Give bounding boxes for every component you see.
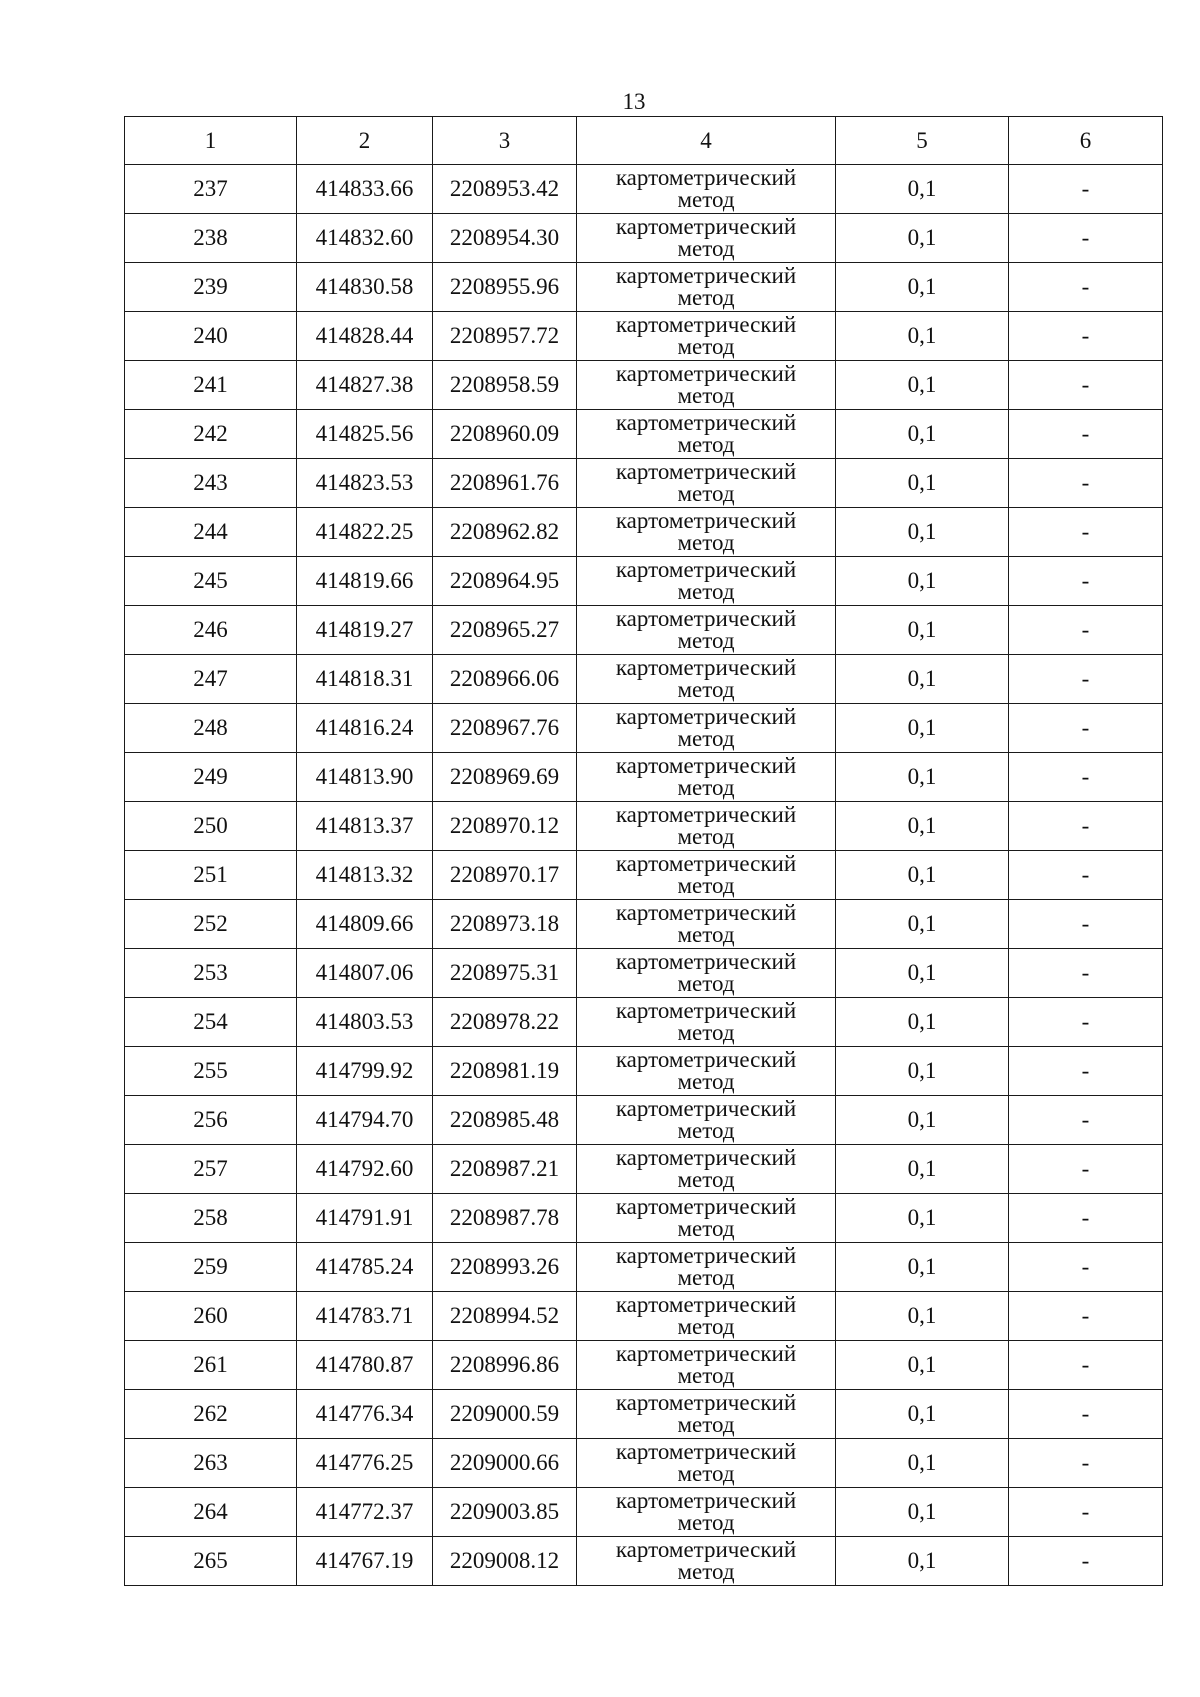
accuracy-cell: 0,1 [836,851,1009,900]
accuracy-cell: 0,1 [836,1488,1009,1537]
method-cell [577,1341,836,1390]
accuracy-cell: 0,1 [836,949,1009,998]
coordinate-x-cell: 414792.60 [297,1145,433,1194]
point-number-cell: 253 [125,949,297,998]
coordinate-y-cell: 2209003.85 [433,1488,577,1537]
method-line-2: метод [677,1412,735,1437]
coordinate-x-cell: 414803.53 [297,998,433,1047]
coordinate-x-cell: 414828.44 [297,312,433,361]
point-number-cell: 251 [125,851,297,900]
table-row [125,165,1163,214]
method-line-2: метод [677,1510,735,1535]
method-line-2: метод [677,1069,735,1094]
note-cell: - [1009,851,1163,900]
table-row [125,557,1163,606]
table-row [125,1341,1163,1390]
table-row [125,214,1163,263]
method-cell [577,851,836,900]
note-cell: - [1009,557,1163,606]
table-body [125,165,1163,1586]
method-line-2: метод [677,1559,735,1584]
point-number-cell: 256 [125,1096,297,1145]
method-cell [577,214,836,263]
coordinate-x-cell: 414827.38 [297,361,433,410]
coordinate-x-cell: 414819.66 [297,557,433,606]
note-cell: - [1009,410,1163,459]
coordinate-x-cell: 414772.37 [297,1488,433,1537]
coordinate-y-cell: 2208955.96 [433,263,577,312]
table-row [125,1194,1163,1243]
point-number-cell: 254 [125,998,297,1047]
point-number-cell: 243 [125,459,297,508]
point-number-cell: 237 [125,165,297,214]
method-line-2: метод [677,579,735,604]
point-number-cell: 238 [125,214,297,263]
method-cell [577,655,836,704]
note-cell: - [1009,1341,1163,1390]
coordinate-y-cell: 2209000.66 [433,1439,577,1488]
table-row [125,410,1163,459]
point-number-cell: 244 [125,508,297,557]
method-line-2: метод [677,481,735,506]
accuracy-cell: 0,1 [836,361,1009,410]
method-line-1: картометрический [615,214,797,239]
note-cell: - [1009,900,1163,949]
method-line-2: метод [677,775,735,800]
method-cell [577,361,836,410]
table-row [125,1488,1163,1537]
note-cell: - [1009,263,1163,312]
coordinate-x-cell: 414776.34 [297,1390,433,1439]
method-cell [577,263,836,312]
table-row [125,606,1163,655]
note-cell: - [1009,949,1163,998]
method-line-1: картометрический [615,1243,797,1268]
method-line-2: метод [677,285,735,310]
coordinate-y-cell: 2208981.19 [433,1047,577,1096]
note-cell: - [1009,1047,1163,1096]
coordinate-y-cell: 2208965.27 [433,606,577,655]
coordinate-x-cell: 414807.06 [297,949,433,998]
coordinate-y-cell: 2208967.76 [433,704,577,753]
coordinate-y-cell: 2208973.18 [433,900,577,949]
method-cell [577,459,836,508]
method-line-2: метод [677,628,735,653]
method-line-1: картометрический [615,1390,797,1415]
table-row [125,361,1163,410]
method-cell [577,802,836,851]
coordinate-y-cell: 2208958.59 [433,361,577,410]
table-row [125,655,1163,704]
page-number: 13 [622,89,646,114]
column-header-5: 5 [836,117,1009,165]
method-line-1: картометрический [615,802,797,827]
method-line-2: метод [677,432,735,457]
method-cell [577,1243,836,1292]
method-line-1: картометрический [615,508,797,533]
coordinate-x-cell: 414783.71 [297,1292,433,1341]
coordinate-y-cell: 2208954.30 [433,214,577,263]
method-line-2: метод [677,1314,735,1339]
coordinate-x-cell: 414776.25 [297,1439,433,1488]
note-cell: - [1009,1292,1163,1341]
method-line-1: картометрический [615,165,797,190]
table-row [125,704,1163,753]
method-line-1: картометрический [615,851,797,876]
point-number-cell: 265 [125,1537,297,1586]
coordinate-x-cell: 414816.24 [297,704,433,753]
method-cell [577,949,836,998]
accuracy-cell: 0,1 [836,655,1009,704]
column-header-2: 2 [297,117,433,165]
accuracy-cell: 0,1 [836,1292,1009,1341]
method-cell [577,900,836,949]
method-line-2: метод [677,726,735,751]
coordinate-y-cell: 2209000.59 [433,1390,577,1439]
coordinate-x-cell: 414785.24 [297,1243,433,1292]
note-cell: - [1009,1488,1163,1537]
method-line-1: картометрический [615,263,797,288]
table-row [125,1047,1163,1096]
coordinate-y-cell: 2208957.72 [433,312,577,361]
note-cell: - [1009,655,1163,704]
point-number-cell: 264 [125,1488,297,1537]
accuracy-cell: 0,1 [836,165,1009,214]
table-row [125,998,1163,1047]
note-cell: - [1009,998,1163,1047]
coordinate-x-cell: 414794.70 [297,1096,433,1145]
coordinate-x-cell: 414830.58 [297,263,433,312]
method-line-2: метод [677,1020,735,1045]
table-row [125,900,1163,949]
method-line-1: картометрический [615,900,797,925]
point-number-cell: 260 [125,1292,297,1341]
point-number-cell: 249 [125,753,297,802]
note-cell: - [1009,508,1163,557]
note-cell: - [1009,753,1163,802]
coordinate-y-cell: 2208970.17 [433,851,577,900]
table-row [125,1292,1163,1341]
coordinate-y-cell: 2208964.95 [433,557,577,606]
point-number-cell: 240 [125,312,297,361]
method-line-1: картометрический [615,1047,797,1072]
note-cell: - [1009,1194,1163,1243]
coordinate-x-cell: 414818.31 [297,655,433,704]
coordinate-y-cell: 2208978.22 [433,998,577,1047]
table-header [125,117,1163,165]
method-line-1: картометрический [615,949,797,974]
accuracy-cell: 0,1 [836,900,1009,949]
method-line-2: метод [677,1363,735,1388]
accuracy-cell: 0,1 [836,557,1009,606]
accuracy-cell: 0,1 [836,214,1009,263]
method-cell [577,1292,836,1341]
accuracy-cell: 0,1 [836,606,1009,655]
method-line-2: метод [677,1167,735,1192]
method-line-2: метод [677,922,735,947]
point-number-cell: 255 [125,1047,297,1096]
column-header-6: 6 [1009,117,1163,165]
accuracy-cell: 0,1 [836,1390,1009,1439]
method-line-1: картометрический [615,753,797,778]
note-cell: - [1009,1145,1163,1194]
table-row [125,753,1163,802]
table-row [125,1145,1163,1194]
method-line-1: картометрический [615,361,797,386]
method-cell [577,508,836,557]
coordinate-y-cell: 2208969.69 [433,753,577,802]
method-line-2: метод [677,873,735,898]
coordinate-y-cell: 2208996.86 [433,1341,577,1390]
method-cell [577,753,836,802]
coordinate-y-cell: 2208961.76 [433,459,577,508]
point-number-cell: 250 [125,802,297,851]
method-line-2: метод [677,677,735,702]
table-row [125,312,1163,361]
method-cell [577,998,836,1047]
point-number-cell: 247 [125,655,297,704]
note-cell: - [1009,1243,1163,1292]
accuracy-cell: 0,1 [836,1537,1009,1586]
point-number-cell: 239 [125,263,297,312]
method-line-2: метод [677,824,735,849]
method-line-2: метод [677,1461,735,1486]
note-cell: - [1009,1439,1163,1488]
coordinates-table [124,116,1163,1586]
method-cell [577,1194,836,1243]
note-cell: - [1009,459,1163,508]
method-cell [577,606,836,655]
method-line-2: метод [677,971,735,996]
accuracy-cell: 0,1 [836,1047,1009,1096]
table-row [125,851,1163,900]
method-line-1: картометрический [615,1439,797,1464]
point-number-cell: 248 [125,704,297,753]
column-header-3: 3 [433,117,577,165]
method-line-1: картометрический [615,998,797,1023]
method-line-1: картометрический [615,410,797,435]
method-line-1: картометрический [615,1145,797,1170]
coordinate-x-cell: 414791.91 [297,1194,433,1243]
column-header-4: 4 [577,117,836,165]
coordinate-x-cell: 414819.27 [297,606,433,655]
point-number-cell: 257 [125,1145,297,1194]
method-line-2: метод [677,383,735,408]
coordinate-x-cell: 414780.87 [297,1341,433,1390]
coordinate-x-cell: 414809.66 [297,900,433,949]
note-cell: - [1009,704,1163,753]
coordinate-x-cell: 414813.32 [297,851,433,900]
method-line-2: метод [677,187,735,212]
method-cell [577,1439,836,1488]
table-row [125,459,1163,508]
accuracy-cell: 0,1 [836,1096,1009,1145]
method-cell [577,1488,836,1537]
table-row [125,263,1163,312]
method-cell [577,1390,836,1439]
method-line-2: метод [677,1265,735,1290]
method-cell [577,1096,836,1145]
point-number-cell: 261 [125,1341,297,1390]
note-cell: - [1009,1537,1163,1586]
accuracy-cell: 0,1 [836,998,1009,1047]
accuracy-cell: 0,1 [836,410,1009,459]
accuracy-cell: 0,1 [836,1341,1009,1390]
accuracy-cell: 0,1 [836,802,1009,851]
method-line-1: картометрический [615,606,797,631]
coordinate-x-cell: 414823.53 [297,459,433,508]
method-line-1: картометрический [615,1537,797,1562]
method-cell [577,165,836,214]
method-line-1: картометрический [615,557,797,582]
column-header-1: 1 [125,117,297,165]
point-number-cell: 246 [125,606,297,655]
point-number-cell: 263 [125,1439,297,1488]
note-cell: - [1009,165,1163,214]
coordinate-y-cell: 2208970.12 [433,802,577,851]
coordinate-y-cell: 2208985.48 [433,1096,577,1145]
accuracy-cell: 0,1 [836,312,1009,361]
point-number-cell: 245 [125,557,297,606]
accuracy-cell: 0,1 [836,1439,1009,1488]
method-line-1: картометрический [615,459,797,484]
coordinate-x-cell: 414832.60 [297,214,433,263]
method-cell [577,410,836,459]
note-cell: - [1009,214,1163,263]
table-row [125,1537,1163,1586]
note-cell: - [1009,802,1163,851]
table-row [125,508,1163,557]
method-line-2: метод [677,1216,735,1241]
table-row [125,802,1163,851]
method-line-2: метод [677,334,735,359]
coordinate-x-cell: 414825.56 [297,410,433,459]
accuracy-cell: 0,1 [836,704,1009,753]
accuracy-cell: 0,1 [836,1194,1009,1243]
method-cell [577,312,836,361]
coordinate-y-cell: 2208962.82 [433,508,577,557]
accuracy-cell: 0,1 [836,508,1009,557]
method-cell [577,704,836,753]
note-cell: - [1009,1096,1163,1145]
point-number-cell: 241 [125,361,297,410]
method-line-1: картометрический [615,1341,797,1366]
method-line-1: картометрический [615,1292,797,1317]
point-number-cell: 252 [125,900,297,949]
table-row [125,1096,1163,1145]
coordinate-y-cell: 2208960.09 [433,410,577,459]
table-row [125,949,1163,998]
method-line-1: картометрический [615,655,797,680]
point-number-cell: 258 [125,1194,297,1243]
note-cell: - [1009,606,1163,655]
table-row [125,1243,1163,1292]
method-cell [577,557,836,606]
method-line-1: картометрический [615,1194,797,1219]
coordinate-y-cell: 2208953.42 [433,165,577,214]
accuracy-cell: 0,1 [836,263,1009,312]
method-line-1: картометрический [615,1488,797,1513]
method-cell [577,1047,836,1096]
coordinate-y-cell: 2208993.26 [433,1243,577,1292]
coordinate-y-cell: 2209008.12 [433,1537,577,1586]
method-line-2: метод [677,1118,735,1143]
method-line-2: метод [677,530,735,555]
coordinate-y-cell: 2208987.21 [433,1145,577,1194]
coordinate-y-cell: 2208975.31 [433,949,577,998]
method-cell [577,1537,836,1586]
note-cell: - [1009,1390,1163,1439]
method-line-1: картометрический [615,312,797,337]
coordinate-x-cell: 414799.92 [297,1047,433,1096]
method-line-1: картометрический [615,704,797,729]
coordinate-y-cell: 2208994.52 [433,1292,577,1341]
point-number-cell: 242 [125,410,297,459]
point-number-cell: 262 [125,1390,297,1439]
coordinate-y-cell: 2208987.78 [433,1194,577,1243]
accuracy-cell: 0,1 [836,1145,1009,1194]
method-line-2: метод [677,236,735,261]
point-number-cell: 259 [125,1243,297,1292]
coordinate-y-cell: 2208966.06 [433,655,577,704]
table-row [125,1439,1163,1488]
coordinate-x-cell: 414822.25 [297,508,433,557]
note-cell: - [1009,312,1163,361]
accuracy-cell: 0,1 [836,753,1009,802]
accuracy-cell: 0,1 [836,459,1009,508]
table-row [125,1390,1163,1439]
note-cell: - [1009,361,1163,410]
method-cell [577,1145,836,1194]
coordinate-x-cell: 414833.66 [297,165,433,214]
coordinate-x-cell: 414767.19 [297,1537,433,1586]
coordinate-x-cell: 414813.37 [297,802,433,851]
method-line-1: картометрический [615,1096,797,1121]
coordinate-x-cell: 414813.90 [297,753,433,802]
header-row [125,117,1163,165]
accuracy-cell: 0,1 [836,1243,1009,1292]
